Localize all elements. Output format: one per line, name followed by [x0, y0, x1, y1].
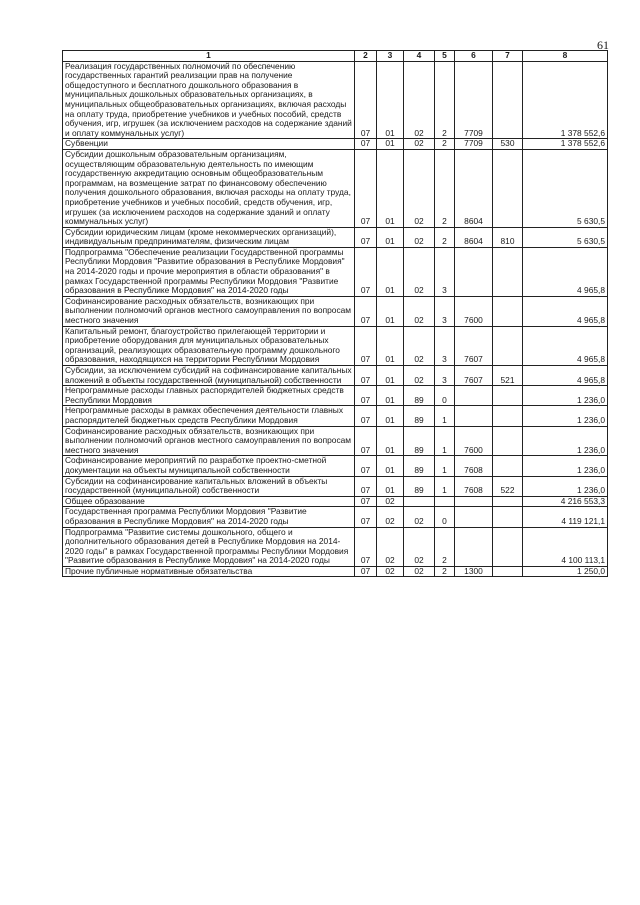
code-subprogram: 3 — [435, 366, 455, 386]
code-subsection: 02 — [377, 566, 404, 577]
code-subsection: 01 — [377, 456, 404, 476]
code-subprogram: 0 — [435, 386, 455, 406]
col-header-1: 1 — [63, 51, 355, 62]
row-name: Субсидии юридическим лицам (кроме некоммерческих организаций), индивидуальным предпринимателям, физическим лицам — [63, 227, 355, 247]
row-name: Субсидии дошкольным образовательным организациям, осуществляющим образовательную деятельность по имеющим государственную аккредитацию основным общеобразовательным программам, на возмещение затрат по финансовому обеспечению получения дошкольного образования, включая расходы на оплату труда, приобретение учебников и учебных пособий, средств обучения, игр, игрушек (за исключением расходов на содержание зданий и оплату коммунальных услуг) — [63, 149, 355, 227]
code-section: 07 — [355, 296, 377, 326]
row-name: Субвенции — [63, 139, 355, 150]
row-amount: 4 965,8 — [523, 366, 608, 386]
code-expense-type — [493, 456, 523, 476]
code-expense-type — [493, 566, 523, 577]
code-subprogram: 0 — [435, 507, 455, 527]
table-row — [63, 426, 608, 456]
page-number: 61 — [597, 38, 609, 52]
code-subsection: 01 — [377, 247, 404, 296]
code-subsection: 01 — [377, 139, 404, 150]
code-section: 07 — [355, 566, 377, 577]
code-program: 02 — [404, 296, 435, 326]
row-amount: 5 630,5 — [523, 149, 608, 227]
code-subsection: 01 — [377, 227, 404, 247]
code-program: 02 — [404, 566, 435, 577]
table-row — [63, 247, 608, 296]
code-program: 02 — [404, 61, 435, 139]
code-section: 07 — [355, 527, 377, 566]
code-section: 07 — [355, 61, 377, 139]
code-subprogram: 2 — [435, 139, 455, 150]
table-row — [63, 149, 608, 227]
row-name: Подпрограмма "Развитие системы дошкольного, общего и дополнительного образования детей в Республике Мордовия на 2014-2020 годы" в рамках Государственной программы Республики Мордовия "Развитие образования в Республике Мордовия" на 2014-2020 годы — [63, 527, 355, 566]
code-program: 89 — [404, 406, 435, 426]
code-program: 89 — [404, 386, 435, 406]
code-section: 07 — [355, 406, 377, 426]
row-name: Государственная программа Республики Мордовия "Развитие образования в Республике Мордовия" на 2014-2020 годы — [63, 507, 355, 527]
row-name: Прочие публичные нормативные обязательства — [63, 566, 355, 577]
table-row — [63, 476, 608, 496]
code-subsection: 02 — [377, 527, 404, 566]
header-row — [63, 51, 608, 62]
code-expense-type — [493, 296, 523, 326]
code-subsection: 01 — [377, 476, 404, 496]
table-row — [63, 507, 608, 527]
code-subsection: 01 — [377, 366, 404, 386]
code-expense-type — [493, 247, 523, 296]
code-target: 7709 — [455, 139, 493, 150]
row-name: Общее образование — [63, 496, 355, 507]
code-subprogram: 2 — [435, 566, 455, 577]
table-row — [63, 527, 608, 566]
code-subprogram: 1 — [435, 456, 455, 476]
code-subsection: 01 — [377, 296, 404, 326]
code-section: 07 — [355, 366, 377, 386]
table-row — [63, 326, 608, 365]
code-section: 07 — [355, 507, 377, 527]
code-program: 02 — [404, 247, 435, 296]
code-expense-type — [493, 406, 523, 426]
code-expense-type: 521 — [493, 366, 523, 386]
col-header-5: 5 — [435, 51, 455, 62]
code-subprogram — [435, 496, 455, 507]
row-name: Реализация государственных полномочий по обеспечению государственных гарантий реализации прав на получение общедоступного и бесплатного дошкольного образования в муниципальных дошкольных образовательных организациях, в муниципальных общеобразовательных организациях, включая расходы на оплату труда, приобретение учебников и учебных пособий, средств обучения, игр, игрушек (за исключением расходов на содержание зданий и оплату коммунальных услуг) — [63, 61, 355, 139]
code-section: 07 — [355, 496, 377, 507]
code-program: 02 — [404, 326, 435, 365]
row-name: Непрограммные расходы в рамках обеспечения деятельности главных распорядителей бюджетных средств Республики Мордовия — [63, 406, 355, 426]
code-section: 07 — [355, 386, 377, 406]
code-target: 7600 — [455, 426, 493, 456]
row-amount: 1 236,0 — [523, 476, 608, 496]
code-expense-type — [493, 149, 523, 227]
table-row — [63, 496, 608, 507]
code-expense-type — [493, 507, 523, 527]
code-section: 07 — [355, 247, 377, 296]
code-target: 7608 — [455, 476, 493, 496]
code-target — [455, 406, 493, 426]
row-amount: 1 250,0 — [523, 566, 608, 577]
code-target: 8604 — [455, 227, 493, 247]
row-name: Субсидии, за исключением субсидий на софинансирование капитальных вложений в объекты государственной (муниципальной) собственности — [63, 366, 355, 386]
code-target: 7607 — [455, 366, 493, 386]
code-target: 7709 — [455, 61, 493, 139]
row-name: Подпрограмма "Обеспечение реализации Государственной программы Республики Мордовия "Развитие образования в Республике Мордовия" на 2014-2020 годы и прочие мероприятия в области образования" в рамках Государственной программы Республики Мордовия "Развитие образования в Республике Мордовия" на 2014-2020 годы — [63, 247, 355, 296]
table-row — [63, 61, 608, 139]
code-subsection: 01 — [377, 406, 404, 426]
code-target — [455, 527, 493, 566]
code-subsection: 01 — [377, 61, 404, 139]
code-subsection: 02 — [377, 496, 404, 507]
table-row — [63, 406, 608, 426]
col-header-6: 6 — [455, 51, 493, 62]
row-amount: 4 965,8 — [523, 326, 608, 365]
table-row — [63, 227, 608, 247]
table-row — [63, 139, 608, 150]
code-expense-type — [493, 426, 523, 456]
col-header-3: 3 — [377, 51, 404, 62]
code-target: 8604 — [455, 149, 493, 227]
code-target — [455, 496, 493, 507]
row-amount: 1 378 552,6 — [523, 61, 608, 139]
code-expense-type — [493, 326, 523, 365]
code-expense-type: 522 — [493, 476, 523, 496]
code-program: 89 — [404, 476, 435, 496]
code-section: 07 — [355, 426, 377, 456]
row-name: Софинансирование расходных обязательств, возникающих при выполнении полномочий органов местного самоуправления по вопросам местного значения — [63, 296, 355, 326]
code-target: 7607 — [455, 326, 493, 365]
code-program: 89 — [404, 426, 435, 456]
row-name: Капитальный ремонт, благоустройство прилегающей территории и приобретение оборудования для муниципальных образовательных организаций, реализующих образовательную программу дошкольного образования, находящихся на территории Республики Мордовия — [63, 326, 355, 365]
col-header-8: 8 — [523, 51, 608, 62]
code-subprogram: 3 — [435, 326, 455, 365]
code-expense-type — [493, 386, 523, 406]
row-amount: 1 236,0 — [523, 386, 608, 406]
code-program — [404, 496, 435, 507]
code-subprogram: 1 — [435, 476, 455, 496]
code-section: 07 — [355, 476, 377, 496]
row-name: Софинансирование мероприятий по разработке проектно-сметной документации на объекты муниципальной собственности — [63, 456, 355, 476]
code-target: 1300 — [455, 566, 493, 577]
code-expense-type — [493, 527, 523, 566]
code-expense-type — [493, 61, 523, 139]
code-subsection: 01 — [377, 326, 404, 365]
row-amount: 4 965,8 — [523, 247, 608, 296]
code-program: 02 — [404, 527, 435, 566]
code-program: 02 — [404, 149, 435, 227]
code-subsection: 01 — [377, 149, 404, 227]
code-subprogram: 2 — [435, 149, 455, 227]
table-row — [63, 456, 608, 476]
code-section: 07 — [355, 139, 377, 150]
row-amount: 4 965,8 — [523, 296, 608, 326]
table-row — [63, 296, 608, 326]
code-target: 7608 — [455, 456, 493, 476]
col-header-2: 2 — [355, 51, 377, 62]
code-expense-type — [493, 496, 523, 507]
row-name: Субсидии на софинансирование капитальных вложений в объекты государственной (муниципальной) собственности — [63, 476, 355, 496]
row-amount: 4 100 113,1 — [523, 527, 608, 566]
code-target — [455, 247, 493, 296]
code-expense-type: 810 — [493, 227, 523, 247]
code-subprogram: 1 — [435, 406, 455, 426]
row-name: Софинансирование расходных обязательств, возникающих при выполнении полномочий органов местного самоуправления по вопросам местного значения — [63, 426, 355, 456]
code-subsection: 01 — [377, 386, 404, 406]
code-subprogram: 3 — [435, 296, 455, 326]
code-subprogram: 1 — [435, 426, 455, 456]
code-program: 02 — [404, 227, 435, 247]
code-target: 7600 — [455, 296, 493, 326]
row-amount: 4 119 121,1 — [523, 507, 608, 527]
row-amount: 1 236,0 — [523, 456, 608, 476]
row-amount: 1 236,0 — [523, 426, 608, 456]
code-section: 07 — [355, 456, 377, 476]
budget-table — [62, 50, 608, 577]
row-amount: 1 378 552,6 — [523, 139, 608, 150]
code-section: 07 — [355, 227, 377, 247]
table-row — [63, 386, 608, 406]
col-header-7: 7 — [493, 51, 523, 62]
code-program: 02 — [404, 139, 435, 150]
code-subprogram: 3 — [435, 247, 455, 296]
code-program: 89 — [404, 456, 435, 476]
row-name: Непрограммные расходы главных распорядителей бюджетных средств Республики Мордовия — [63, 386, 355, 406]
table-row — [63, 566, 608, 577]
code-program: 02 — [404, 507, 435, 527]
table-row — [63, 366, 608, 386]
code-target — [455, 386, 493, 406]
code-section: 07 — [355, 149, 377, 227]
row-amount: 5 630,5 — [523, 227, 608, 247]
col-header-4: 4 — [404, 51, 435, 62]
code-section: 07 — [355, 326, 377, 365]
row-amount: 1 236,0 — [523, 406, 608, 426]
code-subprogram: 2 — [435, 527, 455, 566]
code-subprogram: 2 — [435, 61, 455, 139]
code-expense-type: 530 — [493, 139, 523, 150]
code-subsection: 02 — [377, 507, 404, 527]
code-subprogram: 2 — [435, 227, 455, 247]
row-amount: 4 216 553,3 — [523, 496, 608, 507]
code-target — [455, 507, 493, 527]
code-subsection: 01 — [377, 426, 404, 456]
code-program: 02 — [404, 366, 435, 386]
